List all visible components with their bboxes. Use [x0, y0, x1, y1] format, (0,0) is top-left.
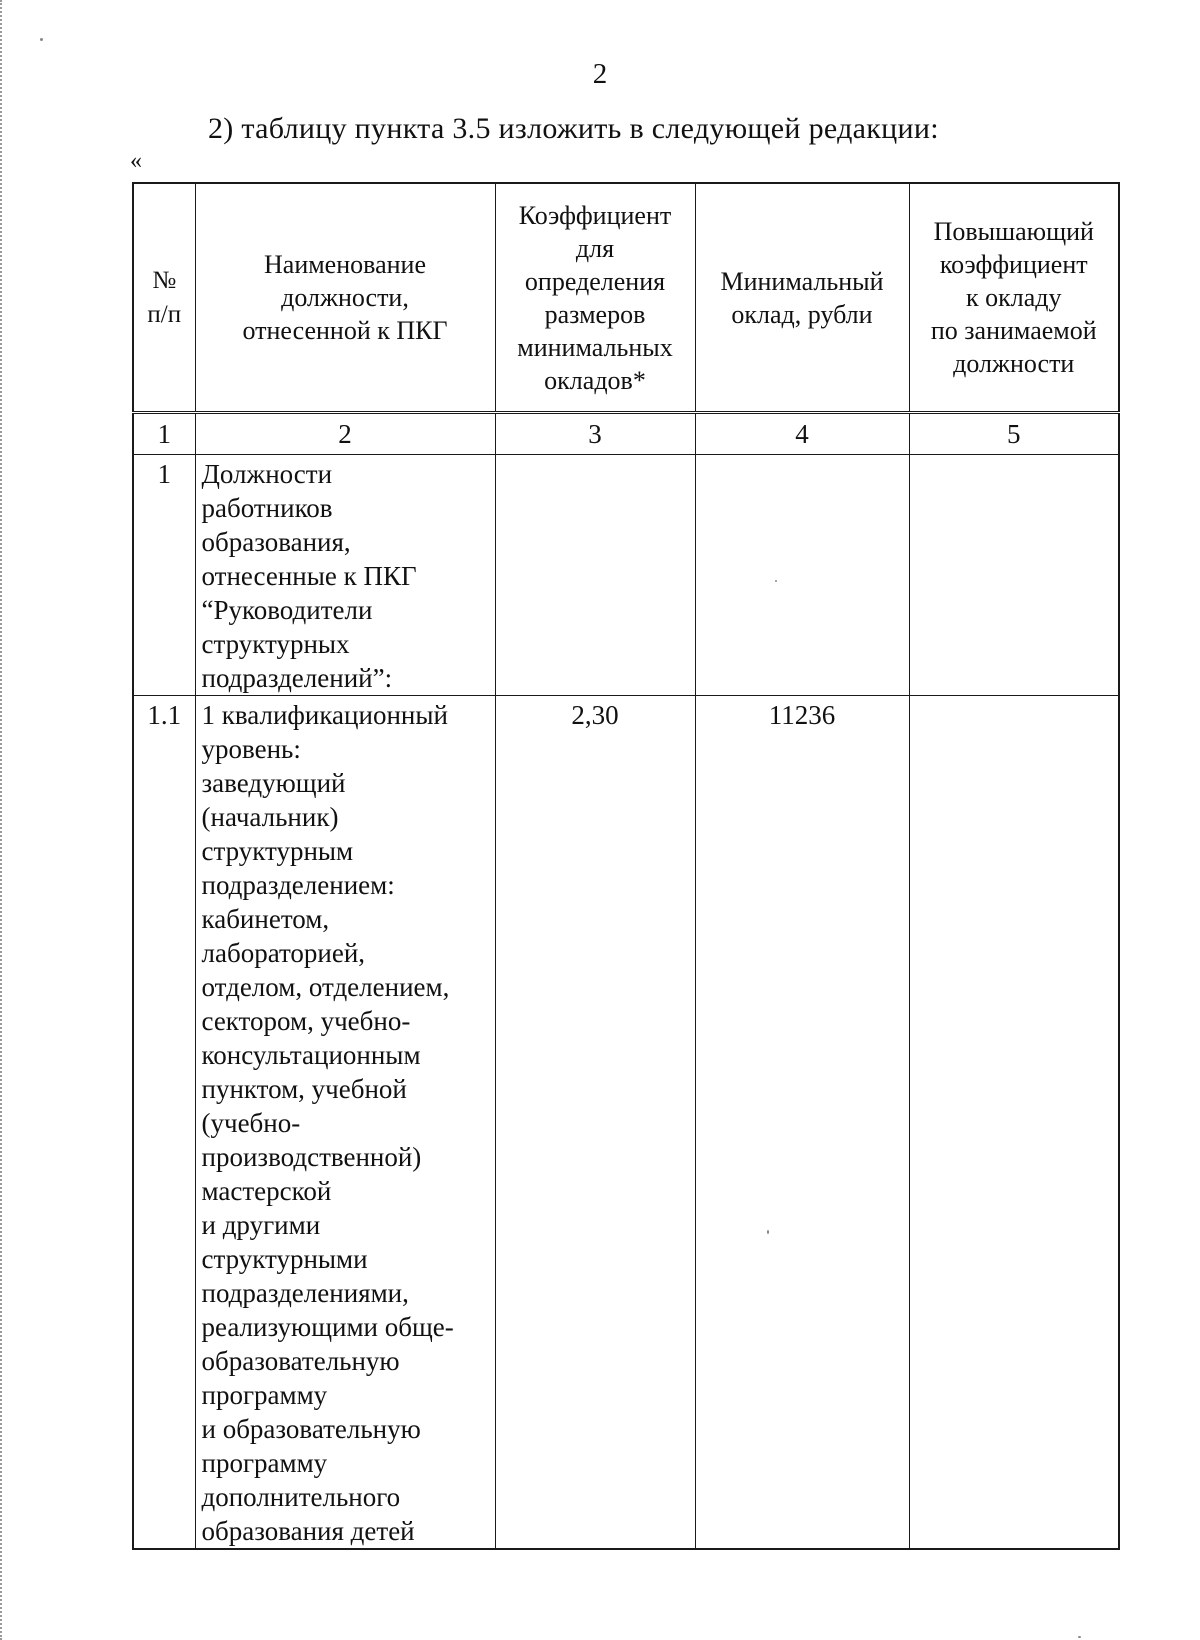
- row-minimum-salary: [695, 455, 909, 696]
- row-minimum-salary: 11236: [695, 696, 909, 1550]
- intro-line: 2) таблицу пункта 3.5 изложить в следующей редакции:: [208, 112, 939, 145]
- column-number: 5: [909, 413, 1119, 455]
- row-number: 1: [133, 455, 195, 696]
- row-bonus-coefficient: [909, 696, 1119, 1550]
- scan-edge: [0, 0, 4, 1640]
- row-position-name: Должности работников образования, отнесенные к ПКГ “Руководители структурных подразделений”:: [195, 455, 495, 696]
- header-number: № п/п: [133, 183, 195, 413]
- table-header-row: [133, 183, 1119, 413]
- header-coefficient: Коэффициент для определения размеров минимальных окладов*: [495, 183, 695, 413]
- opening-quote: «: [130, 148, 142, 174]
- table-row: [133, 696, 1119, 1550]
- scan-speck: [1078, 1636, 1081, 1638]
- column-number: 3: [495, 413, 695, 455]
- table-row: [133, 455, 1119, 696]
- row-coefficient: 2,30: [495, 696, 695, 1550]
- salary-table: [132, 182, 1120, 1550]
- header-minimum-salary: Минимальный оклад, рубли: [695, 183, 909, 413]
- header-bonus-coefficient: Повышающий коэффициент к окладу по занимаемой должности: [909, 183, 1119, 413]
- scan-speck: [40, 38, 43, 41]
- row-bonus-coefficient: [909, 455, 1119, 696]
- column-number: 2: [195, 413, 495, 455]
- page-number: 2: [592, 58, 608, 90]
- column-number-row: [133, 413, 1119, 455]
- row-position-name: 1 квалификационный уровень: заведующий (начальник) структурным подразделением: кабинетом, лабораторией, отделом, отделением, сектором, учебно- консультационным пунктом, учебной (учебно- производственной) мастерской и другими структурными подразделениями, реализующими обще- образовательную программу и образовательную программу дополнительного образования детей: [195, 696, 495, 1550]
- column-number: 4: [695, 413, 909, 455]
- header-position-name: Наименование должности, отнесенной к ПКГ: [195, 183, 495, 413]
- row-coefficient: [495, 455, 695, 696]
- row-number: 1.1: [133, 696, 195, 1550]
- column-number: 1: [133, 413, 195, 455]
